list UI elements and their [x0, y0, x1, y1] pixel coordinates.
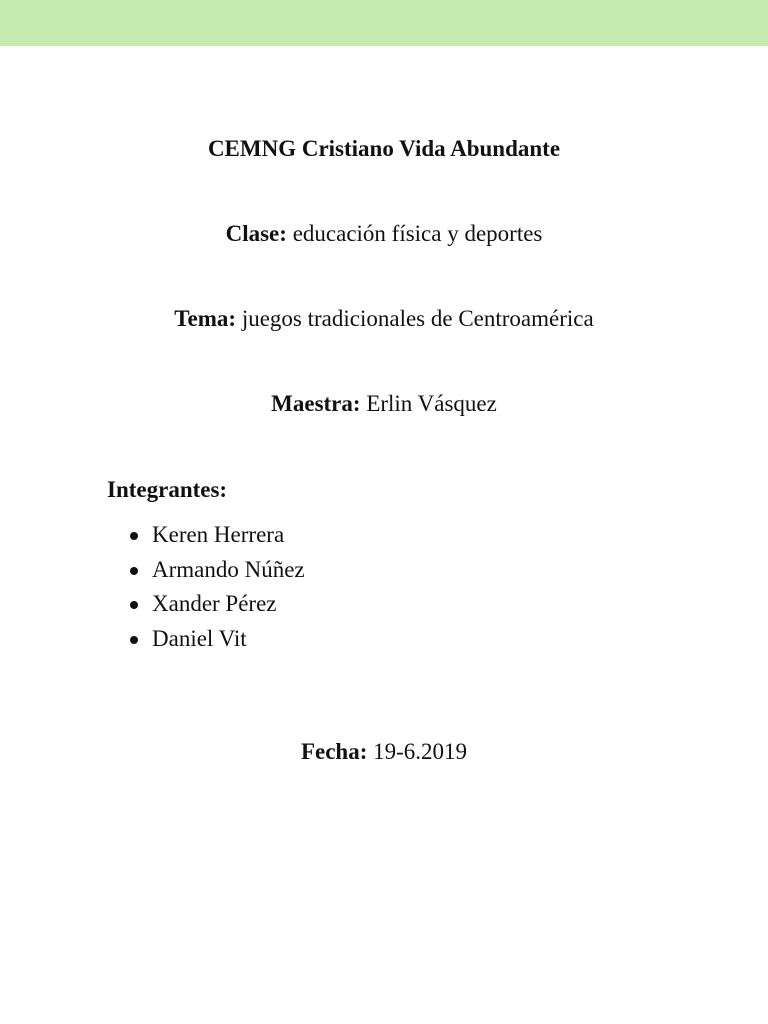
bullet-icon [130, 532, 138, 540]
list-item [130, 587, 305, 622]
clase-value: educación física y deportes [292, 221, 543, 246]
member-name: Xander Pérez [152, 591, 277, 616]
maestra-label: Maestra: [271, 391, 361, 416]
list-item [130, 622, 305, 657]
member-name: Keren Herrera [152, 522, 285, 547]
fecha-line [0, 738, 768, 766]
clase-label: Clase: [225, 221, 287, 246]
list-item [130, 553, 305, 588]
school-name: CEMNG Cristiano Vida Abundante [207, 136, 561, 161]
tema-line [0, 305, 768, 333]
bullet-icon [130, 567, 138, 575]
clase-line [0, 220, 768, 248]
maestra-line [0, 390, 768, 418]
member-name: Daniel Vit [152, 625, 247, 651]
members-list [130, 518, 305, 656]
integrantes-heading: Integrantes: [107, 477, 228, 502]
maestra-value: Erlin Vásquez [366, 391, 497, 416]
tema-value: juegos tradicionales de Centroamérica [241, 306, 594, 331]
bullet-icon [130, 636, 138, 644]
fecha-label: Fecha: [300, 739, 368, 764]
bullet-icon [130, 601, 138, 609]
tema-label: Tema: [174, 306, 237, 331]
member-name: Armando Núñez [152, 556, 305, 582]
list-item [130, 518, 305, 553]
fecha-value: 19-6.2019 [373, 739, 468, 764]
